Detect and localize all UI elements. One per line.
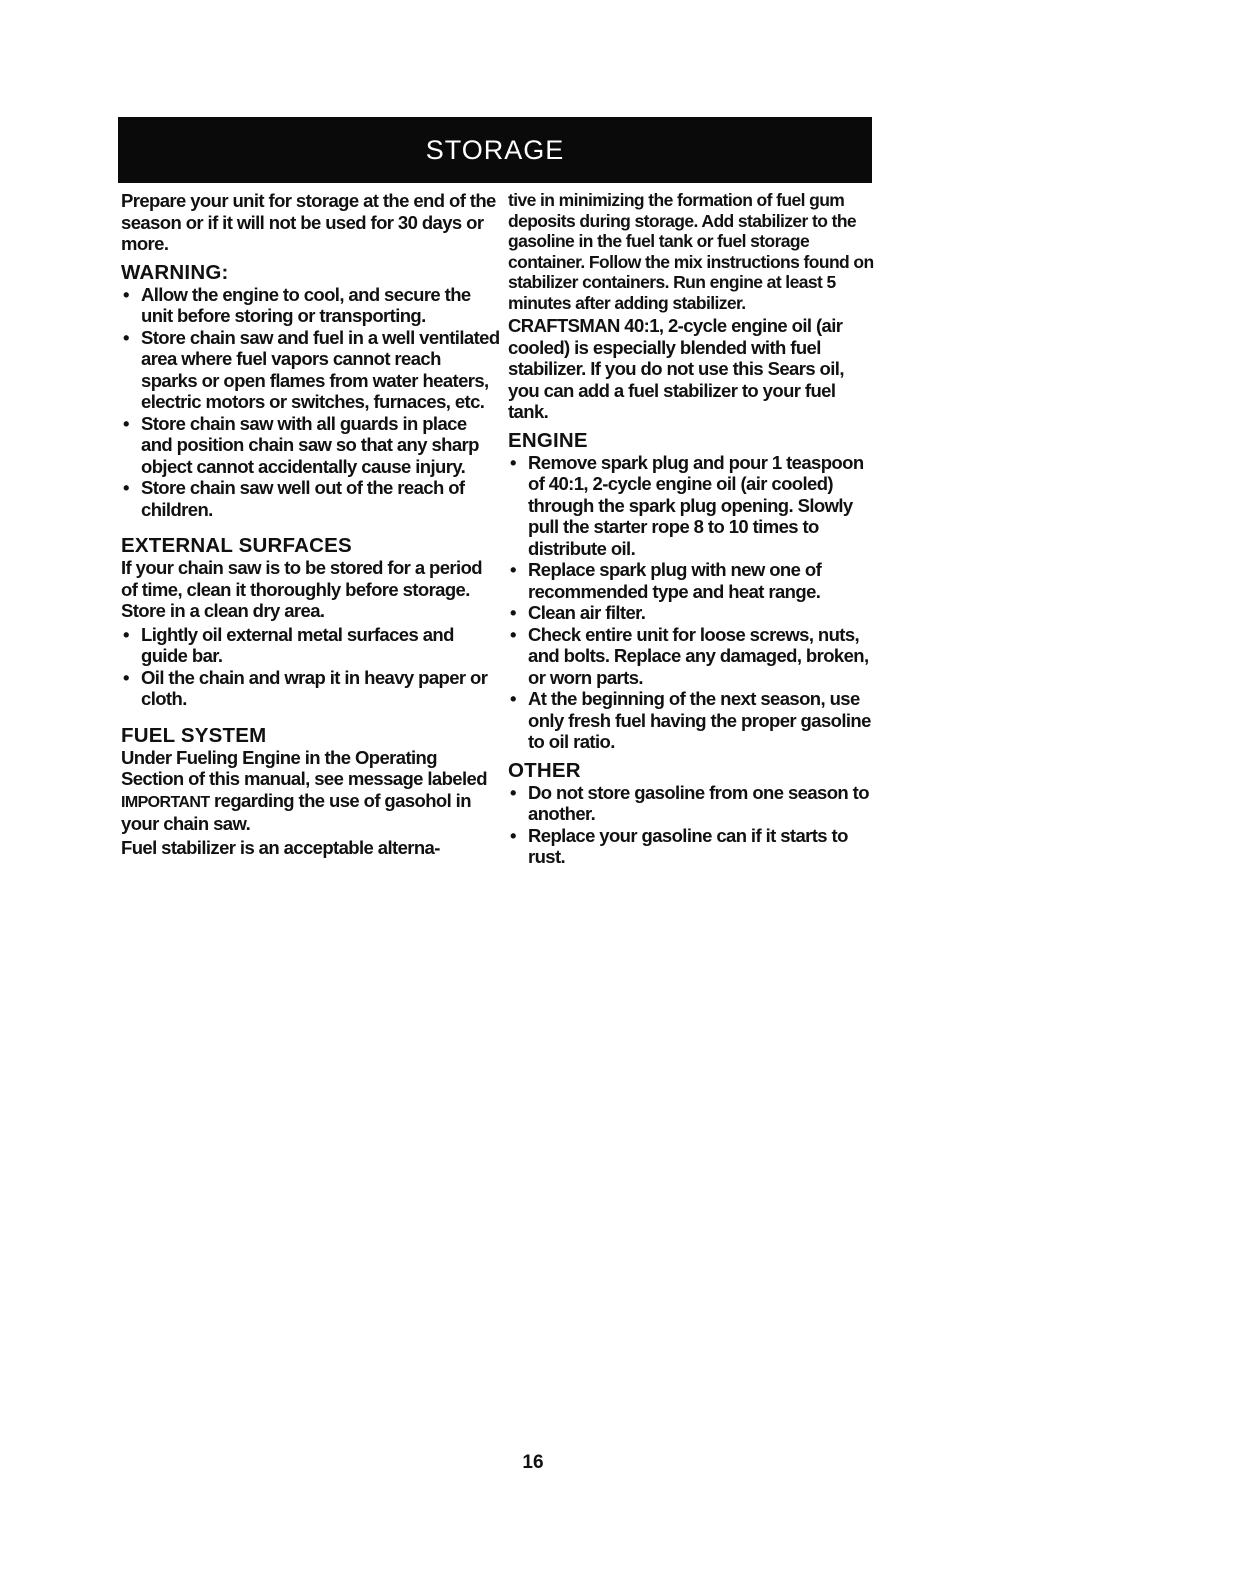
list-item: • Store chain saw with all guards in place and position chain saw so that any sharp object cannot accidentally cause injury. — [121, 413, 501, 478]
fuel-text-after: regarding the use of gasohol in your chain saw. — [121, 789, 471, 834]
list-item: • Replace spark plug with new one of recommended type and heat range. — [508, 559, 876, 602]
other-list — [508, 782, 876, 868]
banner-title: STORAGE — [425, 134, 565, 165]
external-surfaces-paragraph: If your chain saw is to be stored for a period of time, clean it thoroughly before storage. Store in a clean dry area. — [121, 557, 482, 621]
list-item: • Oil the chain and wrap it in heavy paper or cloth. — [121, 667, 501, 710]
list-item: • Allow the engine to cool, and secure the unit before storing or transporting. — [121, 284, 501, 327]
external-surfaces-list — [121, 624, 501, 710]
fuel-system-heading: FUEL SYSTEM — [121, 723, 267, 747]
warning-list — [121, 284, 501, 521]
page-number-text: 16 — [522, 1452, 544, 1473]
warning-heading: WARNING: — [121, 260, 229, 284]
fuel-text-before: Under Fueling Engine in the Operating Section of this manual, see message labeled — [121, 746, 487, 789]
fuel-stabilizer-paragraph: Fuel stabilizer is an acceptable alterna- — [121, 836, 440, 858]
storage-banner — [118, 117, 872, 183]
engine-heading: ENGINE — [508, 428, 588, 452]
fuel-system-paragraph — [121, 747, 501, 835]
other-heading: OTHER — [508, 758, 581, 782]
fuel-continued-paragraph: tive in minimizing the formation of fuel gum deposits during storage. Add stabilizer to the gasoline in the fuel tank or fuel storage container. Follow the mix instructions found on stabilizer containers. Run engine at least 5 minutes after adding stabilizer. — [508, 190, 874, 313]
list-item: • Replace your gasoline can if it starts to rust. — [508, 825, 876, 868]
list-item: • Remove spark plug and pour 1 teaspoon of 40:1, 2-cycle engine oil (air cooled) through the spark plug opening. Slowly pull the starter rope 8 to 10 times to distribute oil. — [508, 452, 876, 560]
page-number — [0, 1452, 1238, 1474]
external-surfaces-heading: EXTERNAL SURFACES — [121, 534, 352, 557]
list-item: • Clean air filter. — [508, 602, 876, 624]
list-item: • Do not store gasoline from one season to another. — [508, 782, 876, 825]
right-column — [508, 190, 876, 868]
craftsman-oil-paragraph: CRAFTSMAN 40:1, 2-cycle engine oil (air cooled) is especially blended with fuel stabilizer. If you do not use this Sears oil, you can add a fuel stabilizer to your fuel tank. — [508, 315, 844, 422]
list-item: • Check entire unit for loose screws, nuts, and bolts. Replace any damaged, broken, or worn parts. — [508, 624, 876, 689]
important-label: IMPORTANT — [121, 793, 210, 811]
left-column — [121, 190, 501, 860]
list-item: • At the beginning of the next season, use only fresh fuel having the proper gasoline to oil ratio. — [508, 688, 876, 753]
list-item: • Store chain saw well out of the reach of children. — [121, 477, 501, 520]
engine-list — [508, 452, 876, 753]
intro-paragraph: Prepare your unit for storage at the end of the season or if it will not be used for 30 days or more. — [121, 190, 496, 254]
list-item: • Lightly oil external metal surfaces and guide bar. — [121, 624, 501, 667]
list-item: • Store chain saw and fuel in a well ventilated area where fuel vapors cannot reach sparks or open flames from water heaters, electric motors or switches, furnaces, etc. — [121, 327, 501, 413]
